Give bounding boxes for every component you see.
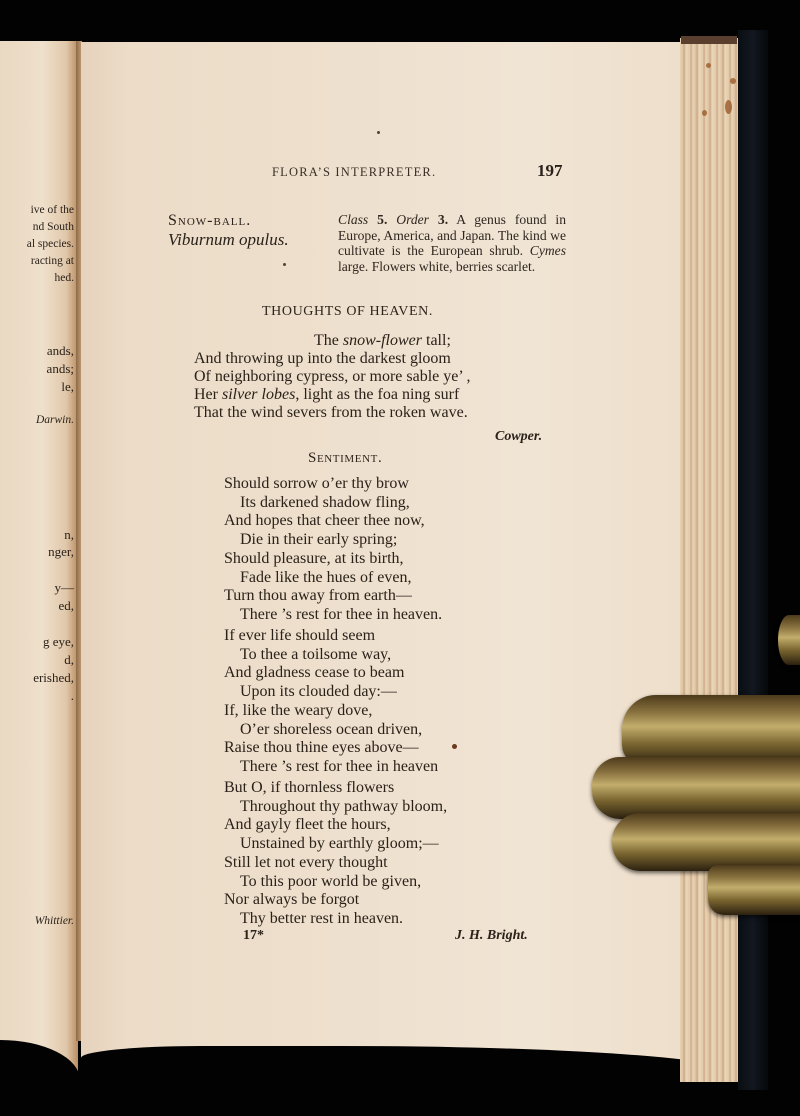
poem-line bbox=[194, 386, 459, 404]
foxing-stain bbox=[706, 63, 711, 68]
left-page-text-fragment: Whittier. bbox=[34, 915, 74, 927]
description-text-2: large. Flowers white, berries scarlet. bbox=[338, 258, 536, 274]
brass-page-clip bbox=[588, 695, 800, 920]
clip-ridge-top bbox=[622, 695, 800, 765]
left-page-text-fragment: erished, bbox=[33, 670, 74, 685]
page-bottom-shadow bbox=[81, 1046, 741, 1116]
clip-ridge-middle bbox=[592, 757, 800, 819]
stanza-line: Still let not every thought bbox=[224, 853, 388, 871]
poem-line-text: , light as the foa ning surf bbox=[295, 386, 460, 403]
stanza-line: There ’s rest for thee in heaven. bbox=[240, 605, 443, 623]
class-value: 5. bbox=[377, 212, 388, 227]
left-page-text-fragment: g eye, bbox=[42, 634, 74, 649]
running-head: FLORA’S INTERPRETER. bbox=[272, 165, 437, 179]
left-page-text-fragment: ive of the bbox=[30, 204, 74, 216]
stanza-line: There ’s rest for thee in heaven bbox=[240, 757, 439, 775]
stanza-line: Die in their early spring; bbox=[240, 531, 398, 549]
clip-base bbox=[708, 865, 800, 915]
order-label: Order bbox=[396, 212, 429, 227]
order-value: 3. bbox=[437, 212, 449, 227]
page-number: 197 bbox=[537, 161, 563, 180]
stanza-line: Its darkened shadow fling, bbox=[240, 493, 410, 511]
sentiment-attribution: J. H. Bright. bbox=[455, 928, 528, 943]
poem-attribution: Cowper. bbox=[495, 429, 543, 444]
foxing-stain bbox=[730, 78, 736, 84]
stanza-line: Nor always be forgot bbox=[224, 891, 360, 909]
left-page-text-fragment: d, bbox=[64, 652, 74, 667]
poem-line bbox=[194, 404, 468, 422]
stanza-line: O’er shoreless ocean driven, bbox=[240, 720, 423, 738]
stanza-line: Raise thou thine eyes above— bbox=[224, 739, 419, 757]
entry-common-name: Snow-ball. bbox=[168, 212, 252, 229]
stanza-line: If ever life should seem bbox=[224, 627, 376, 644]
poem-line-text: And throwing up into the darkest gloom bbox=[194, 350, 451, 367]
stanza-line: But O, if thornless flowers bbox=[224, 779, 395, 796]
poem-line-text: Her bbox=[194, 386, 222, 403]
poem-line-italic: silver lobes bbox=[221, 386, 296, 403]
entry-latin-name: Viburnum opulus. bbox=[168, 230, 289, 249]
stanza-line: Fade like the hues of even, bbox=[240, 568, 412, 586]
clip-ridge-lower bbox=[612, 813, 800, 871]
ink-blot bbox=[452, 744, 457, 749]
class-label: Class bbox=[338, 212, 369, 227]
poem-line-text: tall; bbox=[422, 332, 451, 349]
poem-line-italic: snow-flower bbox=[342, 332, 422, 349]
stanza-line: If, like the weary dove, bbox=[224, 701, 373, 719]
left-page-text-fragment: ands; bbox=[46, 361, 74, 376]
paper-speck bbox=[283, 263, 286, 266]
left-page-text-fragment: le, bbox=[61, 379, 74, 394]
stanza-line: And hopes that cheer thee now, bbox=[224, 512, 425, 530]
book-cover-edge bbox=[738, 30, 768, 1090]
left-page-text-fragment: Darwin. bbox=[35, 414, 74, 426]
cymes-label: Cymes bbox=[529, 243, 566, 258]
page-block-top-edge bbox=[681, 36, 737, 44]
foxing-stain bbox=[702, 110, 707, 116]
clip-knob bbox=[778, 615, 800, 665]
paper-speck bbox=[377, 131, 380, 134]
left-page-text-fragment: ands, bbox=[46, 343, 74, 358]
stanza-line: And gladness cease to beam bbox=[224, 664, 405, 682]
stanza-line: And gayly fleet the hours, bbox=[224, 816, 391, 834]
foxing-stain bbox=[725, 100, 732, 114]
stanza-line: Unstained by earthly gloom;— bbox=[240, 835, 439, 853]
left-page-text-fragment: nd South bbox=[32, 221, 74, 233]
sentiment-title: Sentiment. bbox=[308, 450, 383, 466]
stanza-line: Throughout thy pathway bloom, bbox=[240, 797, 448, 815]
description-text-1: A genus found in Europe, America, and Japan. The kind we cultivate is the European shrub. bbox=[338, 212, 567, 258]
left-page-text-fragment: hed. bbox=[54, 272, 74, 284]
entry-description bbox=[338, 212, 566, 274]
left-page-text-fragment: al species. bbox=[26, 238, 74, 250]
poem-line-text: That the wind severs from the roken wave. bbox=[194, 404, 468, 421]
poem-line-text: The bbox=[314, 332, 343, 349]
poem-line bbox=[194, 350, 451, 368]
stanza-line: Upon its clouded day:— bbox=[240, 683, 397, 701]
stanza-line: Should sorrow o’er thy brow bbox=[224, 475, 409, 492]
left-page-text-fragment: nger, bbox=[48, 544, 74, 559]
stanza-line: Thy better rest in heaven. bbox=[240, 909, 404, 927]
stanza-line: To this poor world be given, bbox=[240, 872, 422, 890]
left-page-text-fragment: y— bbox=[54, 580, 74, 595]
poem-line bbox=[314, 332, 451, 350]
page-block-fore-edge bbox=[680, 38, 738, 1082]
poem-line bbox=[194, 368, 471, 386]
poem-title: THOUGHTS OF HEAVEN. bbox=[262, 304, 433, 319]
left-page-text-fragment: . bbox=[70, 688, 74, 703]
left-page bbox=[0, 41, 78, 1081]
left-page-text-fragment: ed, bbox=[58, 598, 74, 613]
left-page-text-fragment: n, bbox=[64, 527, 74, 542]
stanza-line: To thee a toilsome way, bbox=[240, 645, 392, 663]
poem-line-text: Of neighboring cypress, or more sable ye’ , bbox=[194, 368, 471, 385]
stanza-line: Should pleasure, at its birth, bbox=[224, 549, 404, 567]
signature-mark: 17* bbox=[243, 928, 264, 943]
left-page-text-fragment: racting at bbox=[30, 255, 74, 267]
stanza-line: Turn thou away from earth— bbox=[224, 587, 412, 605]
